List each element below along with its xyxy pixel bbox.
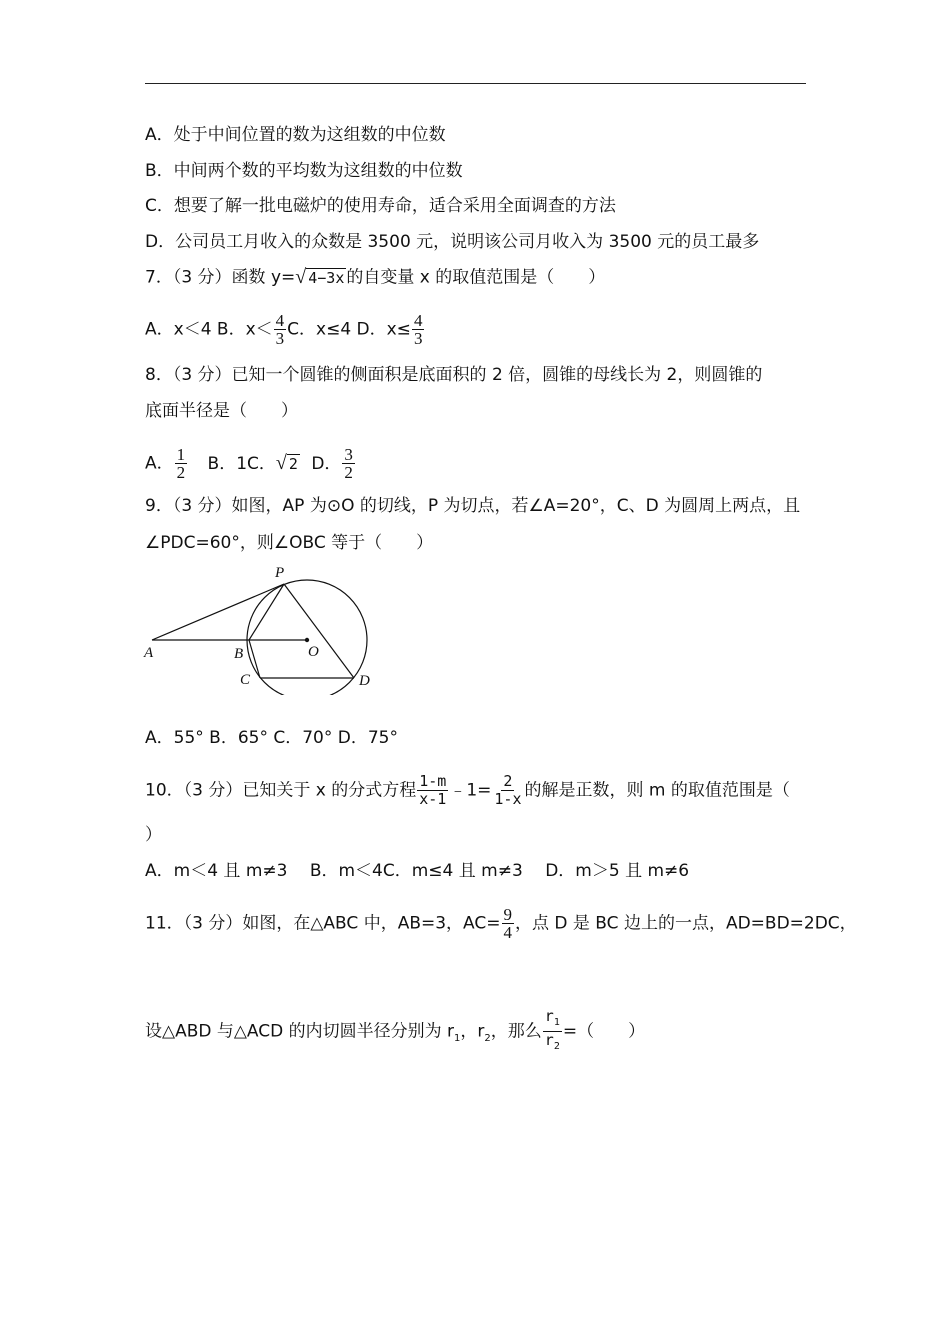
q9-circle-figure <box>140 560 380 695</box>
fraction: $\frac{3}{2}$ <box>344 445 353 482</box>
q9-stem-line1: 9．（3 分）如图，AP 为⊙O 的切线，P 为切点，若∠A=20°，C、D 为圆周上两点，且 <box>145 496 801 516</box>
q10-options: A．m＜4 且 m≠3 B．m＜4C．m≤4 且 m≠3 D．m＞5 且 m≠6 <box>145 861 690 881</box>
fraction: $\frac{1-m}{x-1}$ <box>419 772 447 808</box>
q7-options: A．x＜4 B．x＜ $\frac{4}{3}$ C．x≤4 D．x≤ $\frac{4}{3}$ <box>145 311 423 348</box>
fraction: $\frac{4}{3}$ <box>413 311 423 348</box>
q11-stem-line2: 设△ABD 与△ACD 的内切圆半径分别为 $r_1$，$r_2$，那么 $\frac{r_1}{r_2}$ =（ ） <box>145 1008 645 1055</box>
q7-stem: 7．（3 分）函数 y=√ 4−3x 的自变量 x 的取值范围是（ ） <box>145 266 606 288</box>
label-c: C <box>240 672 251 688</box>
q10-stem-line2: ） <box>145 825 162 845</box>
q6-option-c: C．想要了解一批电磁炉的使用寿命，适合采用全面调查的方法 <box>145 196 616 216</box>
fraction: $\frac{9}{4}$ <box>503 905 512 942</box>
label-p: P <box>275 565 285 581</box>
label-b: B <box>234 646 244 662</box>
sqrt-expression: √ 2 <box>275 452 298 474</box>
sqrt-expression: √ 4−3x <box>295 266 345 288</box>
ratio-fraction: $\frac{r_1}{r_2}$ <box>544 1007 560 1052</box>
fraction: $\frac{2}{1-x}$ <box>494 772 522 808</box>
label-o: O <box>308 644 319 660</box>
q6-option-b: B．中间两个数的平均数为这组数的中位数 <box>145 161 463 181</box>
q8-stem-line2: 底面半径是（ ） <box>145 401 298 421</box>
fraction: $\frac{4}{3}$ <box>275 311 285 348</box>
q6-option-d: D．公司员工月收入的众数是 3500 元，说明该公司月收入为 3500 元的员工最多 <box>145 232 760 252</box>
q10-stem: 10．（3 分）已知关于 x 的分式方程 $\frac{1-m}{x-1}$ ﹣1= $\frac{2}{1-x}$ 的解是正数，则 m 的取值范围是（ <box>145 772 790 808</box>
q11-stem: 11．（3 分）如图，在△ABC 中，AB=3，AC= $\frac{9}{4}$ ，点 D 是 BC 边上的一点，AD=BD=2DC， <box>145 905 857 942</box>
q9-options: A．55° B．65° C．70° D．75° <box>145 728 398 748</box>
q6-option-a: A．处于中间位置的数为这组数的中位数 <box>145 125 446 145</box>
header-rule <box>145 83 806 84</box>
q8-stem-line1: 8．（3 分）已知一个圆锥的侧面积是底面积的 2 倍，圆锥的母线长为 2，则圆锥的 <box>145 365 763 385</box>
q8-options: A． $\frac{1}{2}$ B．1C．√ 2 D． $\frac{3}{2}$ <box>145 445 353 482</box>
fraction: $\frac{1}{2}$ <box>176 445 186 482</box>
label-a: A <box>144 645 154 661</box>
q9-stem-line2: ∠PDC=60°，则∠OBC 等于（ ） <box>145 533 434 553</box>
label-d: D <box>359 673 370 689</box>
